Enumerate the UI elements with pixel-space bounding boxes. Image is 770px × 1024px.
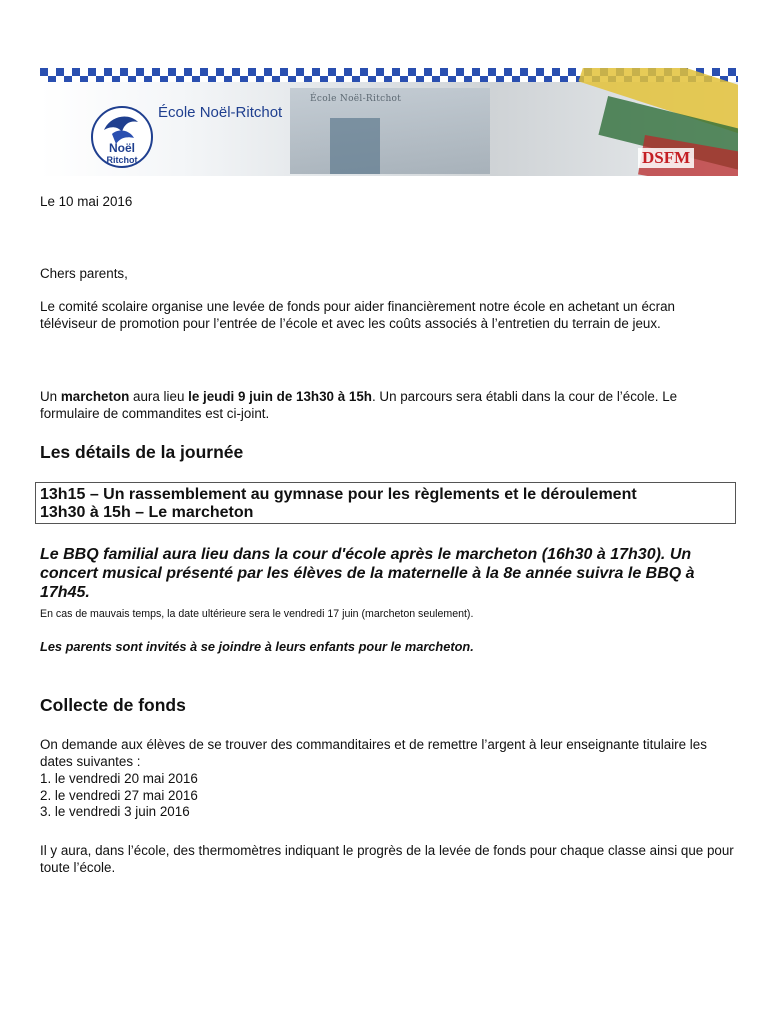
- fundraising-intro: On demande aux élèves de se trouver des commanditaires et de remettre l’argent à leur enseignante titulaire les dates suivantes :: [40, 737, 707, 769]
- walk-text-3: . Un parcours sera établi dans la cour de l’école. Le formulaire de commandites est ci-joint.: [40, 389, 678, 421]
- walk-bold-marcheton: marcheton: [60, 389, 130, 404]
- schedule-item-1: 13h15 – Un rassemblement au gymnase pour les règlements et le déroulement: [40, 486, 637, 503]
- dsfm-logo: DSFM: [638, 148, 694, 168]
- date-item-3: 3. le vendredi 3 juin 2016: [40, 804, 190, 819]
- fundraising-heading: Collecte de fonds: [40, 695, 186, 715]
- schedule-list: [40, 486, 637, 522]
- bbq-announcement: Le BBQ familial aura lieu dans la cour d'école après le marcheton (16h30 à 17h30). Un concert musical présenté par les élèves de la maternelle à la 8e année suivra le BBQ à 17h45.: [40, 546, 695, 601]
- building-door: [330, 118, 380, 174]
- walk-text-2: aura lieu: [129, 389, 189, 404]
- walk-bold-date: le jeudi 9 juin de 13h30 à 15h: [188, 389, 372, 404]
- walk-text-1: Un: [40, 389, 61, 404]
- schedule-item-2: 13h30 à 15h – Le marcheton: [40, 504, 254, 521]
- walkathon-paragraph: [40, 389, 735, 422]
- school-name: École Noël-Ritchot: [158, 104, 283, 121]
- letter-date: Le 10 mai 2016: [40, 194, 133, 209]
- intro-paragraph: Le comité scolaire organise une levée de fonds pour aider financièrement notre école en achetant un écran téléviseur de promotion pour l’entrée de l’école et avec les coûts associés à l’entretien du terrain de jeux.: [40, 299, 675, 331]
- thermometer-paragraph: Il y aura, dans l’école, des thermomètres indiquant le progrès de la levée de fonds pour chaque classe ainsi que pour toute l’école.: [40, 843, 734, 875]
- date-item-1: 1. le vendredi 20 mai 2016: [40, 771, 198, 786]
- school-logo-icon: [90, 104, 154, 170]
- parents-invite: Les parents sont invités à se joindre à leurs enfants pour le marcheton.: [40, 639, 474, 654]
- greeting: Chers parents,: [40, 266, 128, 281]
- fundraising-dates: [40, 771, 735, 821]
- date-item-2: 2. le vendredi 27 mai 2016: [40, 787, 198, 803]
- building-sign: École Noël-Ritchot: [310, 94, 402, 104]
- logo-word-noel: Noël: [108, 141, 136, 155]
- logo-word-ritchot: Ritchot: [106, 155, 138, 165]
- details-heading: Les détails de la journée: [40, 442, 244, 462]
- weather-note: En cas de mauvais temps, la date ultérieure sera le vendredi 17 juin (marcheton seulement).: [40, 608, 474, 620]
- letterhead-banner: [40, 68, 738, 176]
